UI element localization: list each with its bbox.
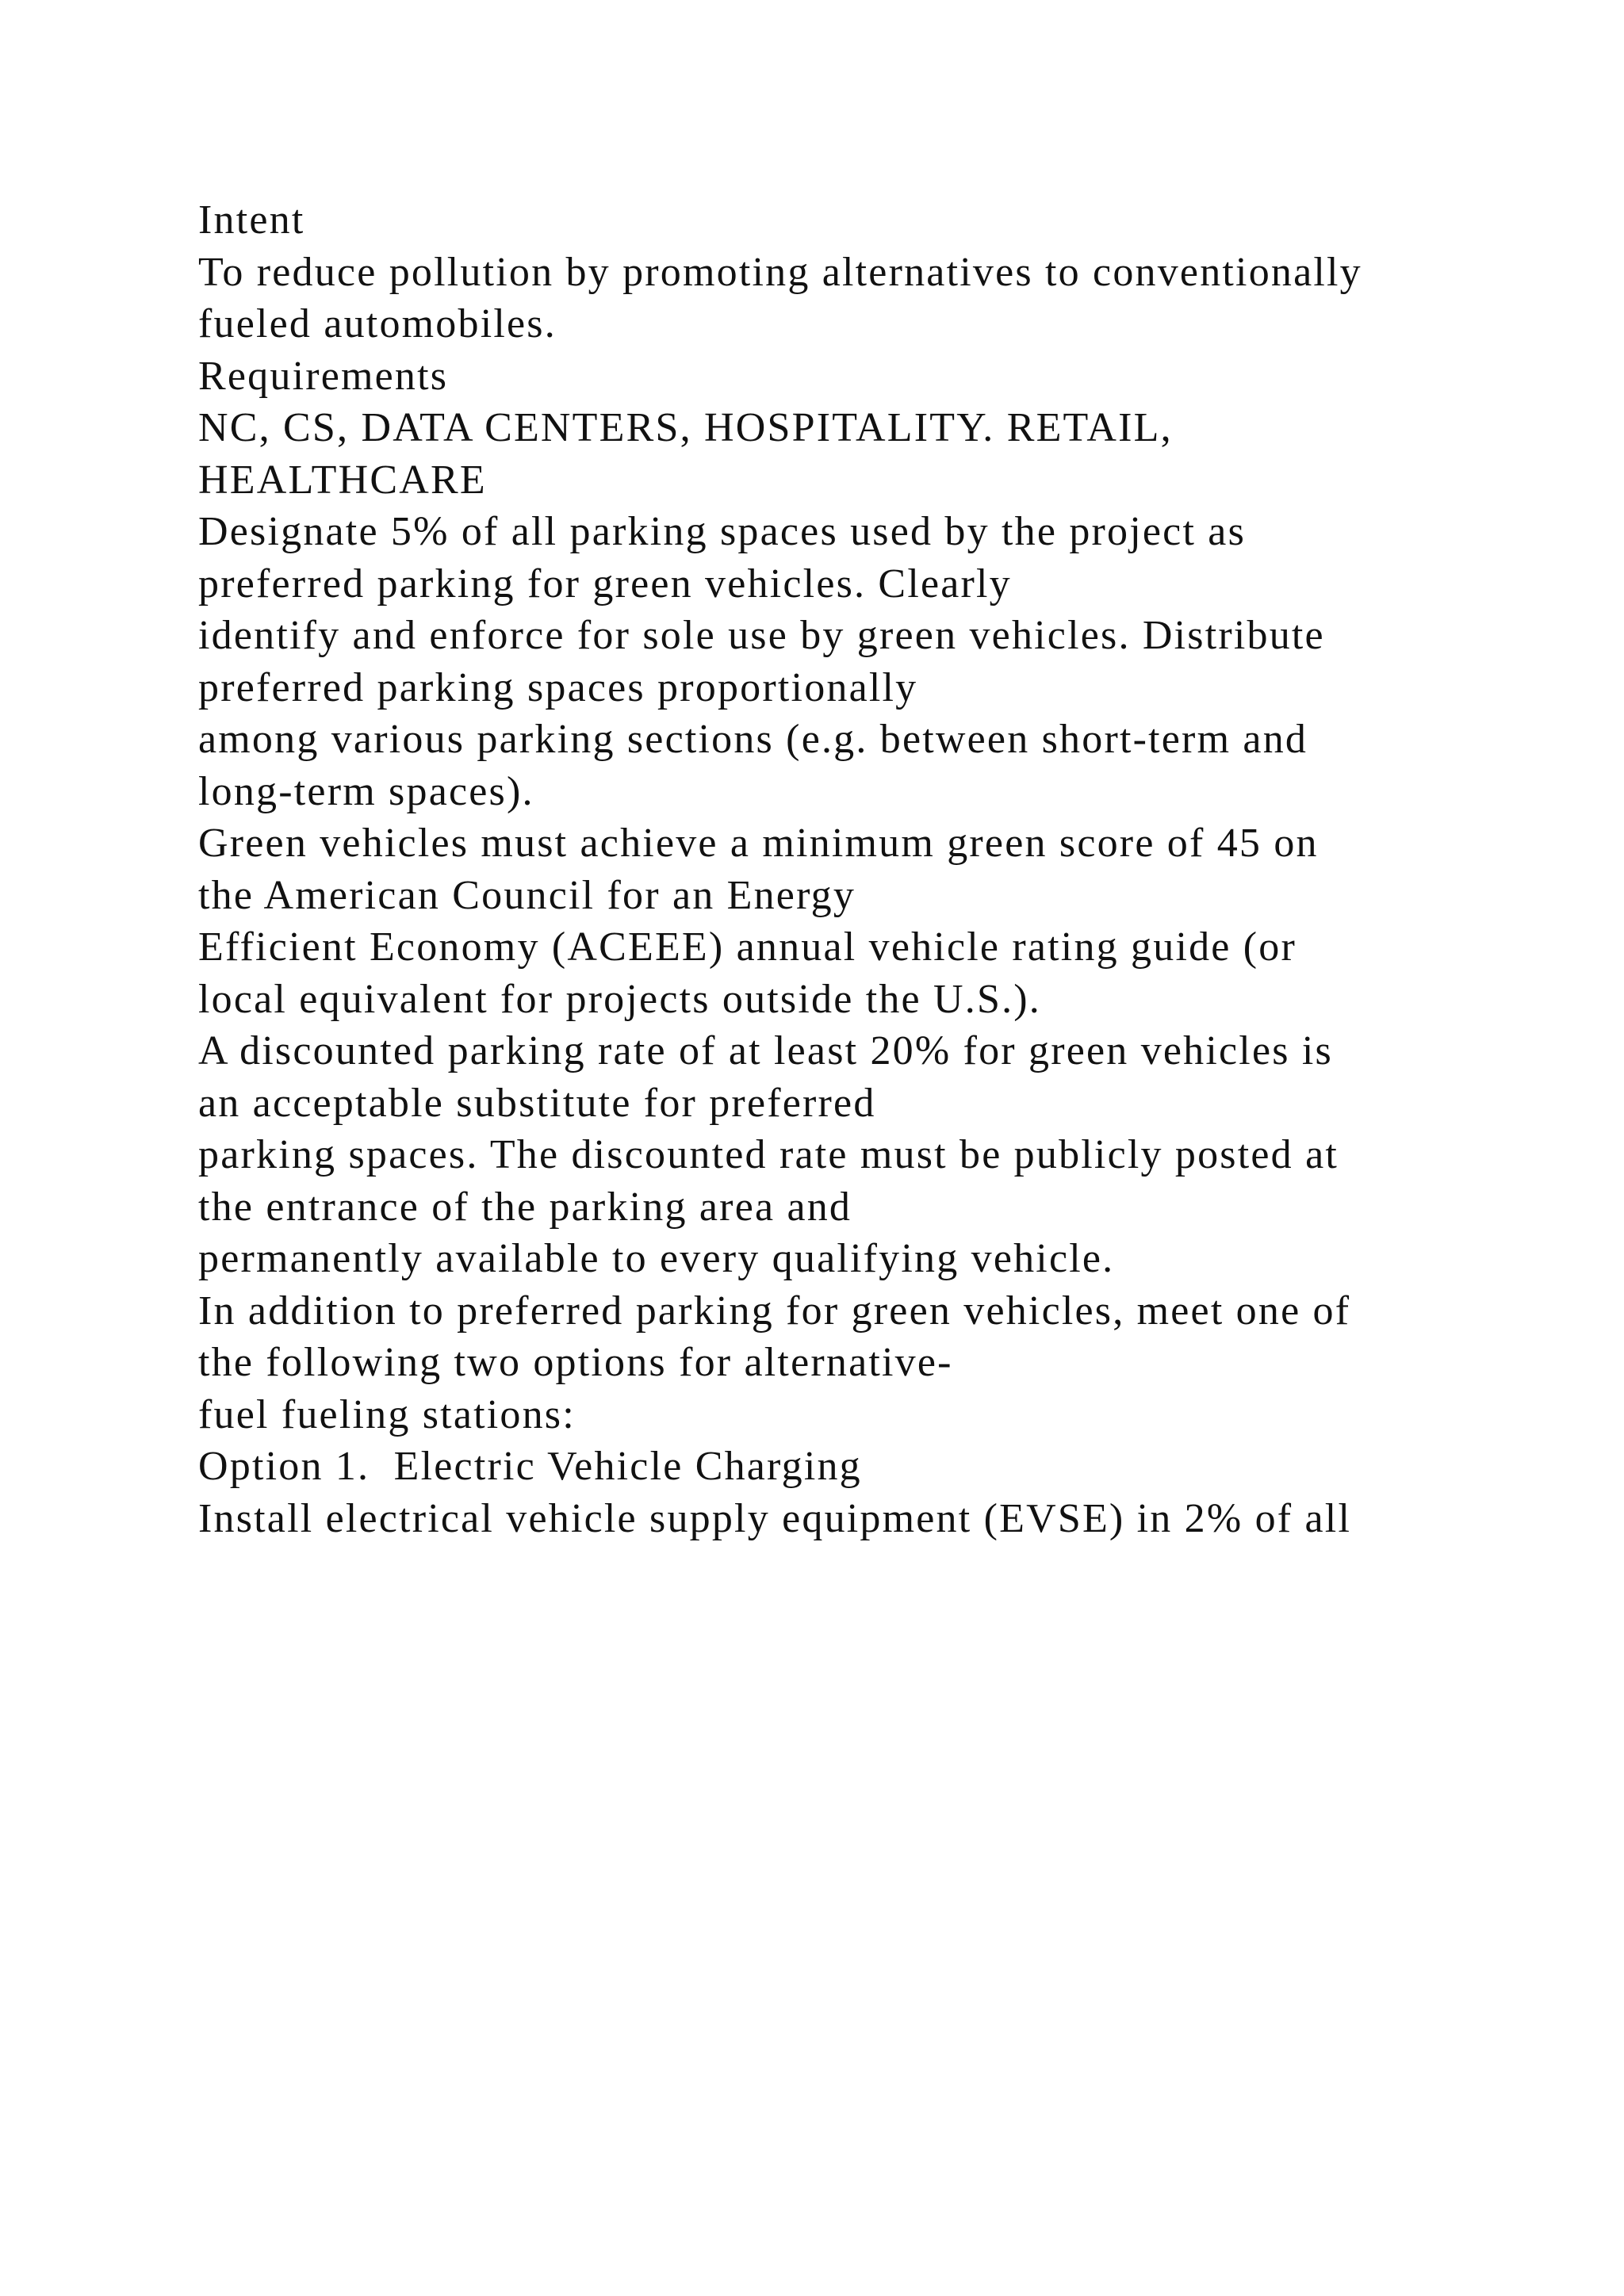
options-paragraph-line: In addition to preferred parking for green vehicles, meet one of xyxy=(198,1288,1351,1334)
discount-paragraph-line: the entrance of the parking area and xyxy=(198,1184,852,1230)
designate-paragraph-line: preferred parking spaces proportionally xyxy=(198,664,918,710)
options-paragraph-line: fuel fueling stations: xyxy=(198,1391,576,1437)
option-1-heading: Option 1. Electric Vehicle Charging xyxy=(198,1444,862,1489)
designate-paragraph-line: among various parking sections (e.g. between short-term and xyxy=(198,717,1308,762)
rating-systems-line: NC, CS, DATA CENTERS, HOSPITALITY. RETAIL, xyxy=(198,405,1173,450)
designate-paragraph-line: Designate 5% of all parking spaces used by the project as xyxy=(198,509,1247,554)
green-score-paragraph-line: the American Council for an Energy xyxy=(198,872,856,918)
document-body xyxy=(198,194,1546,1544)
requirements-heading: Requirements xyxy=(198,353,449,399)
designate-paragraph-line: preferred parking for green vehicles. Clearly xyxy=(198,561,1012,607)
designate-paragraph-line: identify and enforce for sole use by green vehicles. Distribute xyxy=(198,613,1325,658)
intent-line: To reduce pollution by promoting alternatives to conventionally xyxy=(198,249,1362,295)
discount-paragraph-line: parking spaces. The discounted rate must be publicly posted at xyxy=(198,1132,1339,1177)
discount-paragraph-line: permanently available to every qualifying vehicle. xyxy=(198,1236,1115,1281)
discount-paragraph-line: A discounted parking rate of at least 20% for green vehicles is xyxy=(198,1028,1333,1073)
green-score-paragraph-line: Efficient Economy (ACEEE) annual vehicle rating guide (or xyxy=(198,924,1297,970)
option-1-line: Install electrical vehicle supply equipment (EVSE) in 2% of all xyxy=(198,1495,1352,1541)
intent-heading: Intent xyxy=(198,197,305,243)
green-score-paragraph-line: local equivalent for projects outside the U.S.). xyxy=(198,976,1042,1022)
intent-line: fueled automobiles. xyxy=(198,301,557,346)
designate-paragraph-line: long-term spaces). xyxy=(198,768,534,814)
options-paragraph-line: the following two options for alternative- xyxy=(198,1340,953,1385)
green-score-paragraph-line: Green vehicles must achieve a minimum green score of 45 on xyxy=(198,821,1319,866)
rating-systems-line: HEALTHCARE xyxy=(198,457,487,503)
discount-paragraph-line: an acceptable substitute for preferred xyxy=(198,1080,876,1126)
